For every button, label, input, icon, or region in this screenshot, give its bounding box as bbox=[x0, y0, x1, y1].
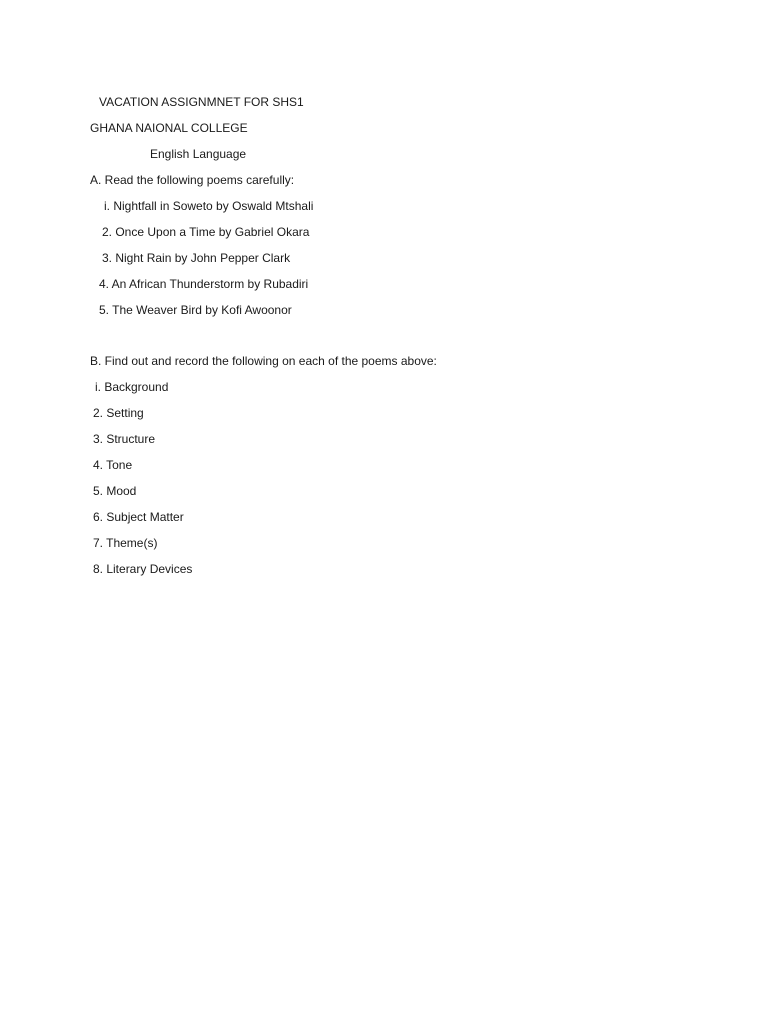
analysis-item: 8. Literary Devices bbox=[93, 562, 193, 576]
poem-item: 2. Once Upon a Time by Gabriel Okara bbox=[102, 225, 310, 239]
analysis-item: 3. Structure bbox=[93, 432, 156, 446]
section-b-heading: B. Find out and record the following on each of the poems above: bbox=[90, 354, 437, 368]
analysis-item: 7. Theme(s) bbox=[93, 536, 158, 550]
poem-item: 3. Night Rain by John Pepper Clark bbox=[102, 251, 291, 265]
analysis-item: 6. Subject Matter bbox=[93, 510, 184, 524]
school-name: GHANA NAIONAL COLLEGE bbox=[90, 121, 248, 135]
analysis-item: 5. Mood bbox=[93, 484, 137, 498]
poem-item: 4. An African Thunderstorm by Rubadiri bbox=[99, 277, 309, 291]
subject-name: English Language bbox=[150, 147, 247, 161]
poem-item: 5. The Weaver Bird by Kofi Awoonor bbox=[99, 303, 292, 317]
analysis-item: 4. Tone bbox=[93, 458, 133, 472]
analysis-item: i. Background bbox=[95, 380, 169, 394]
section-a-heading: A. Read the following poems carefully: bbox=[90, 173, 295, 187]
document-title: VACATION ASSIGNMNET FOR SHS1 bbox=[99, 95, 304, 109]
poem-item: i. Nightfall in Soweto by Oswald Mtshali bbox=[104, 199, 314, 213]
analysis-item: 2. Setting bbox=[93, 406, 144, 420]
